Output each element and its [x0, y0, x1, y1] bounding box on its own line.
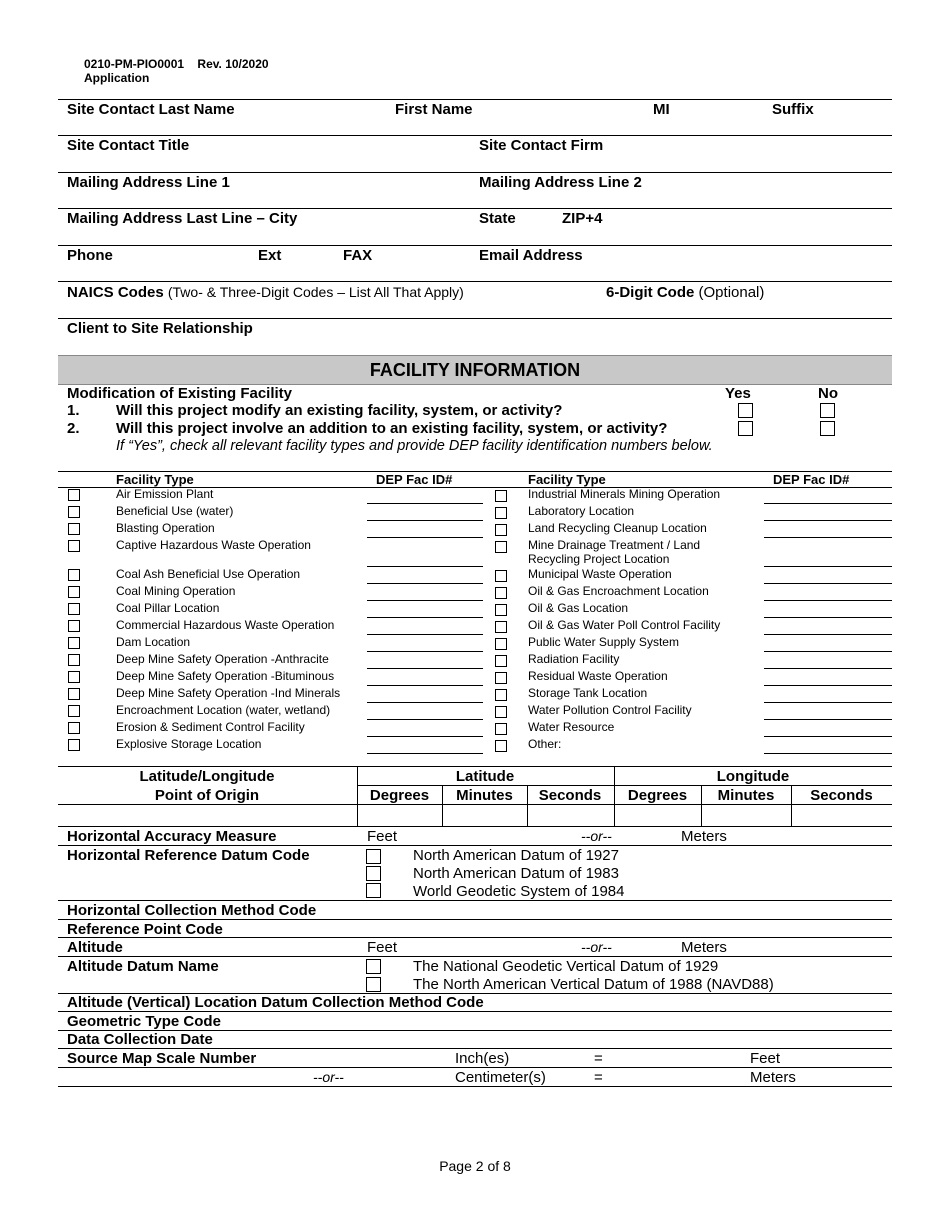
facility-type-label: Commercial Hazardous Waste Operation	[116, 618, 335, 632]
facility-checkbox[interactable]	[495, 638, 507, 650]
label-geom-type: Geometric Type Code	[67, 1013, 221, 1030]
facility-type-label: Mine Drainage Treatment / Land	[528, 538, 701, 552]
dep-id-field[interactable]	[764, 668, 892, 669]
navd88-checkbox[interactable]	[366, 977, 381, 992]
dep-id-field[interactable]	[764, 634, 892, 635]
q2-number: 2.	[67, 420, 80, 437]
label-naics	[67, 284, 464, 301]
facility-type-label: Other:	[528, 737, 562, 751]
q1-yes-checkbox[interactable]	[738, 403, 753, 418]
longitude-heading: Longitude	[716, 768, 790, 785]
or-separator: --or--	[581, 939, 612, 955]
facility-type-label: Deep Mine Safety Operation -Ind Minerals	[116, 686, 341, 700]
naics-note: (Two- & Three-Digit Codes – List All That Apply)	[167, 284, 464, 300]
facility-checkbox[interactable]	[68, 569, 80, 581]
facility-checkbox[interactable]	[68, 654, 80, 666]
divider	[58, 318, 892, 319]
centimeters-unit: Centimeter(s)	[455, 1069, 546, 1086]
divider	[58, 826, 892, 827]
dep-id-field[interactable]	[367, 753, 483, 754]
facility-type-label: Explosive Storage Location	[116, 737, 262, 751]
q2-yes-checkbox[interactable]	[738, 421, 753, 436]
label-contact-title: Site Contact Title	[67, 137, 190, 154]
facility-information-banner: FACILITY INFORMATION	[58, 355, 892, 385]
dep-id-field[interactable]	[367, 600, 483, 601]
facility-checkbox[interactable]	[495, 655, 507, 667]
facility-type-label: Municipal Waste Operation	[528, 567, 672, 581]
long-minutes-input[interactable]	[702, 805, 790, 825]
facility-checkbox[interactable]	[68, 620, 80, 632]
label-altitude: Altitude	[67, 939, 123, 956]
lat-minutes-heading: Minutes	[456, 787, 513, 804]
label-collection-date: Data Collection Date	[67, 1031, 213, 1048]
facility-checkbox[interactable]	[495, 541, 507, 553]
page-number: Page 2 of 8	[439, 1158, 511, 1174]
divider	[58, 937, 892, 938]
facility-checkbox[interactable]	[495, 672, 507, 684]
equals-sign: =	[594, 1050, 603, 1067]
label-zip: ZIP+4	[562, 210, 603, 227]
dep-id-field[interactable]	[764, 583, 892, 584]
divider	[58, 1067, 892, 1068]
facility-checkbox[interactable]	[495, 740, 507, 752]
label-ext: Ext	[258, 247, 282, 264]
dep-id-field[interactable]	[367, 651, 483, 652]
col-dep-id-right: DEP Fac ID#	[773, 472, 850, 487]
dep-id-field[interactable]	[367, 702, 483, 703]
naics-bold: NAICS Codes	[67, 284, 164, 301]
mod-heading: Modification of Existing Facility	[67, 385, 293, 402]
facility-type-label: Storage Tank Location	[528, 686, 648, 700]
facility-checkbox[interactable]	[68, 705, 80, 717]
feet-unit: Feet	[367, 939, 398, 956]
facility-checkbox[interactable]	[68, 603, 80, 615]
facility-checkbox[interactable]	[68, 489, 80, 501]
facility-checkbox[interactable]	[68, 523, 80, 535]
nad83-label: North American Datum of 1983	[413, 865, 619, 882]
label-h-method: Horizontal Collection Method Code	[67, 902, 317, 919]
facility-type-label: Water Resource	[528, 720, 615, 734]
facility-checkbox[interactable]	[495, 490, 507, 502]
or-separator: --or--	[313, 1069, 344, 1085]
facility-checkbox[interactable]	[68, 671, 80, 683]
facility-type-label: Coal Pillar Location	[116, 601, 220, 615]
form-id	[84, 57, 269, 71]
dep-id-field[interactable]	[764, 736, 892, 737]
long-seconds-input[interactable]	[792, 805, 891, 825]
divider	[58, 99, 892, 100]
no-heading: No	[818, 385, 838, 402]
facility-checkbox[interactable]	[495, 706, 507, 718]
label-contact-firm: Site Contact Firm	[479, 137, 604, 154]
q2-no-checkbox[interactable]	[820, 421, 835, 436]
dep-id-field[interactable]	[367, 566, 483, 567]
form-revision: Rev. 10/2020	[197, 57, 269, 71]
facility-type-label: Water Pollution Control Facility	[528, 703, 692, 717]
facility-checkbox[interactable]	[495, 604, 507, 616]
facility-checkbox[interactable]	[495, 587, 507, 599]
facility-note: If “Yes”, check all relevant facility types and provide DEP facility identification numbers below.	[116, 438, 713, 454]
facility-type-label: Deep Mine Safety Operation -Anthracite	[116, 652, 329, 666]
facility-type-label: Oil & Gas Water Poll Control Facility	[528, 618, 721, 632]
dep-id-field[interactable]	[764, 617, 892, 618]
facility-checkbox[interactable]	[68, 722, 80, 734]
or-separator: --or--	[581, 828, 612, 844]
q1-number: 1.	[67, 402, 80, 419]
wgs84-label: World Geodetic System of 1984	[413, 883, 625, 900]
wgs84-checkbox[interactable]	[366, 883, 381, 898]
divider	[58, 281, 892, 282]
facility-type-label: Beneficial Use (water)	[116, 504, 234, 518]
divider	[58, 956, 892, 957]
facility-checkbox[interactable]	[68, 637, 80, 649]
dep-id-field[interactable]	[367, 719, 483, 720]
label-address2: Mailing Address Line 2	[479, 174, 642, 191]
facility-checkbox[interactable]	[495, 524, 507, 536]
label-h-datum: Horizontal Reference Datum Code	[67, 847, 310, 864]
facility-type-label: Deep Mine Safety Operation -Bituminous	[116, 669, 335, 683]
facility-type-label: Laboratory Location	[528, 504, 635, 518]
facility-type-label: Encroachment Location (water, wetland)	[116, 703, 331, 717]
label-address1: Mailing Address Line 1	[67, 174, 230, 191]
dep-id-field[interactable]	[367, 520, 483, 521]
col-dep-id-left: DEP Fac ID#	[376, 472, 453, 487]
facility-type-label: Public Water Supply System	[528, 635, 679, 649]
long-degrees-heading: Degrees	[627, 787, 688, 804]
facility-checkbox[interactable]	[495, 570, 507, 582]
ngvd29-label: The National Geodetic Vertical Datum of 1929	[413, 958, 719, 975]
facility-checkbox[interactable]	[495, 621, 507, 633]
label-fax: FAX	[343, 247, 373, 264]
form-number: 0210-PM-PIO0001	[84, 57, 185, 71]
divider	[58, 1048, 892, 1049]
latlong-label-2: Point of Origin	[154, 787, 260, 804]
facility-type-label: Radiation Facility	[528, 652, 620, 666]
label-last-name: Site Contact Last Name	[67, 101, 235, 118]
navd88-label: The North American Vertical Datum of 1988 (NAVD88)	[413, 976, 774, 993]
divider	[58, 1086, 892, 1087]
facility-checkbox[interactable]	[495, 689, 507, 701]
latlong-label-1: Latitude/Longitude	[139, 768, 275, 785]
dep-id-field[interactable]	[764, 719, 892, 720]
dep-id-field[interactable]	[764, 520, 892, 521]
dep-id-field[interactable]	[367, 668, 483, 669]
lat-degrees-input[interactable]	[358, 805, 441, 825]
divider	[357, 785, 892, 786]
facility-type-label: Land Recycling Cleanup Location	[528, 521, 707, 535]
lat-minutes-input[interactable]	[443, 805, 526, 825]
divider	[58, 766, 892, 767]
facility-type-label: Dam Location	[116, 635, 191, 649]
label-six-digit	[606, 284, 764, 301]
nad27-label: North American Datum of 1927	[413, 847, 619, 864]
long-minutes-heading: Minutes	[717, 787, 775, 804]
label-mi: MI	[653, 101, 670, 118]
equals-sign: =	[594, 1069, 603, 1086]
meters-unit: Meters	[750, 1069, 796, 1086]
label-client-relationship: Client to Site Relationship	[67, 320, 253, 337]
label-phone: Phone	[67, 247, 113, 264]
nad27-checkbox[interactable]	[366, 849, 381, 864]
six-digit-note: (Optional)	[698, 284, 765, 301]
dep-id-field[interactable]	[367, 685, 483, 686]
facility-type-label: Oil & Gas Encroachment Location	[528, 584, 709, 598]
dep-id-field[interactable]	[764, 566, 892, 567]
facility-checkbox[interactable]	[68, 506, 80, 518]
facility-checkbox[interactable]	[495, 507, 507, 519]
dep-id-field[interactable]	[764, 685, 892, 686]
feet-unit: Feet	[367, 828, 398, 845]
facility-type-label: Coal Mining Operation	[116, 584, 236, 598]
label-map-scale: Source Map Scale Number	[67, 1050, 257, 1067]
label-email: Email Address	[479, 247, 583, 264]
label-alt-datum: Altitude Datum Name	[67, 958, 219, 975]
facility-checkbox[interactable]	[68, 739, 80, 751]
form-type: Application	[84, 71, 150, 85]
facility-checkbox[interactable]	[68, 540, 80, 552]
dep-id-field[interactable]	[764, 651, 892, 652]
col-facility-type-left: Facility Type	[116, 472, 194, 487]
facility-type-label: Residual Waste Operation	[528, 669, 668, 683]
divider	[58, 900, 892, 901]
lat-seconds-heading: Seconds	[538, 787, 602, 804]
meters-unit: Meters	[681, 939, 727, 956]
q1-text: Will this project modify an existing facility, system, or activity?	[116, 402, 563, 419]
divider	[58, 172, 892, 173]
other-dep-id-field[interactable]	[764, 753, 892, 754]
long-degrees-input[interactable]	[615, 805, 700, 825]
six-digit-bold: 6-Digit Code	[606, 284, 695, 301]
label-h-accuracy: Horizontal Accuracy Measure	[67, 828, 277, 845]
divider	[58, 1011, 892, 1012]
yes-heading: Yes	[725, 385, 751, 402]
dep-id-field[interactable]	[367, 503, 483, 504]
facility-checkbox[interactable]	[495, 723, 507, 735]
dep-id-field[interactable]	[367, 634, 483, 635]
divider	[58, 845, 892, 846]
nad83-checkbox[interactable]	[366, 866, 381, 881]
long-seconds-heading: Seconds	[810, 787, 873, 804]
facility-type-label: Industrial Minerals Mining Operation	[528, 487, 721, 501]
label-ref-point: Reference Point Code	[67, 921, 223, 938]
dep-id-field[interactable]	[764, 537, 892, 538]
inches-unit: Inch(es)	[455, 1050, 510, 1067]
latitude-heading: Latitude	[455, 768, 515, 785]
dep-id-field[interactable]	[764, 600, 892, 601]
lat-degrees-heading: Degrees	[369, 787, 430, 804]
dep-id-field[interactable]	[367, 736, 483, 737]
ngvd29-checkbox[interactable]	[366, 959, 381, 974]
dep-id-field[interactable]	[764, 503, 892, 504]
dep-id-field[interactable]	[367, 617, 483, 618]
divider	[58, 208, 892, 209]
q1-no-checkbox[interactable]	[820, 403, 835, 418]
facility-type-label: Oil & Gas Location	[528, 601, 629, 615]
divider	[58, 135, 892, 136]
dep-id-field[interactable]	[764, 702, 892, 703]
feet-unit: Feet	[750, 1050, 781, 1067]
facility-type-label: Blasting Operation	[116, 521, 215, 535]
label-suffix: Suffix	[772, 101, 814, 118]
facility-checkbox[interactable]	[68, 586, 80, 598]
meters-unit: Meters	[681, 828, 727, 845]
facility-type-label: Coal Ash Beneficial Use Operation	[116, 567, 301, 581]
facility-type-label: Air Emission Plant	[116, 487, 214, 501]
label-alt-method: Altitude (Vertical) Location Datum Collection Method Code	[67, 994, 484, 1011]
dep-id-field[interactable]	[367, 537, 483, 538]
facility-type-label: Captive Hazardous Waste Operation	[116, 538, 311, 552]
col-facility-type-right: Facility Type	[528, 472, 606, 487]
lat-seconds-input[interactable]	[528, 805, 613, 825]
facility-checkbox[interactable]	[68, 688, 80, 700]
label-state: State	[479, 210, 516, 227]
facility-type-label-cont: Recycling Project Location	[528, 552, 670, 566]
facility-type-label: Erosion & Sediment Control Facility	[116, 720, 305, 734]
label-city: Mailing Address Last Line – City	[67, 210, 298, 227]
divider	[58, 919, 892, 920]
divider	[58, 245, 892, 246]
label-first-name: First Name	[395, 101, 473, 118]
dep-id-field[interactable]	[367, 583, 483, 584]
q2-text: Will this project involve an addition to an existing facility, system, or activity?	[116, 420, 668, 437]
